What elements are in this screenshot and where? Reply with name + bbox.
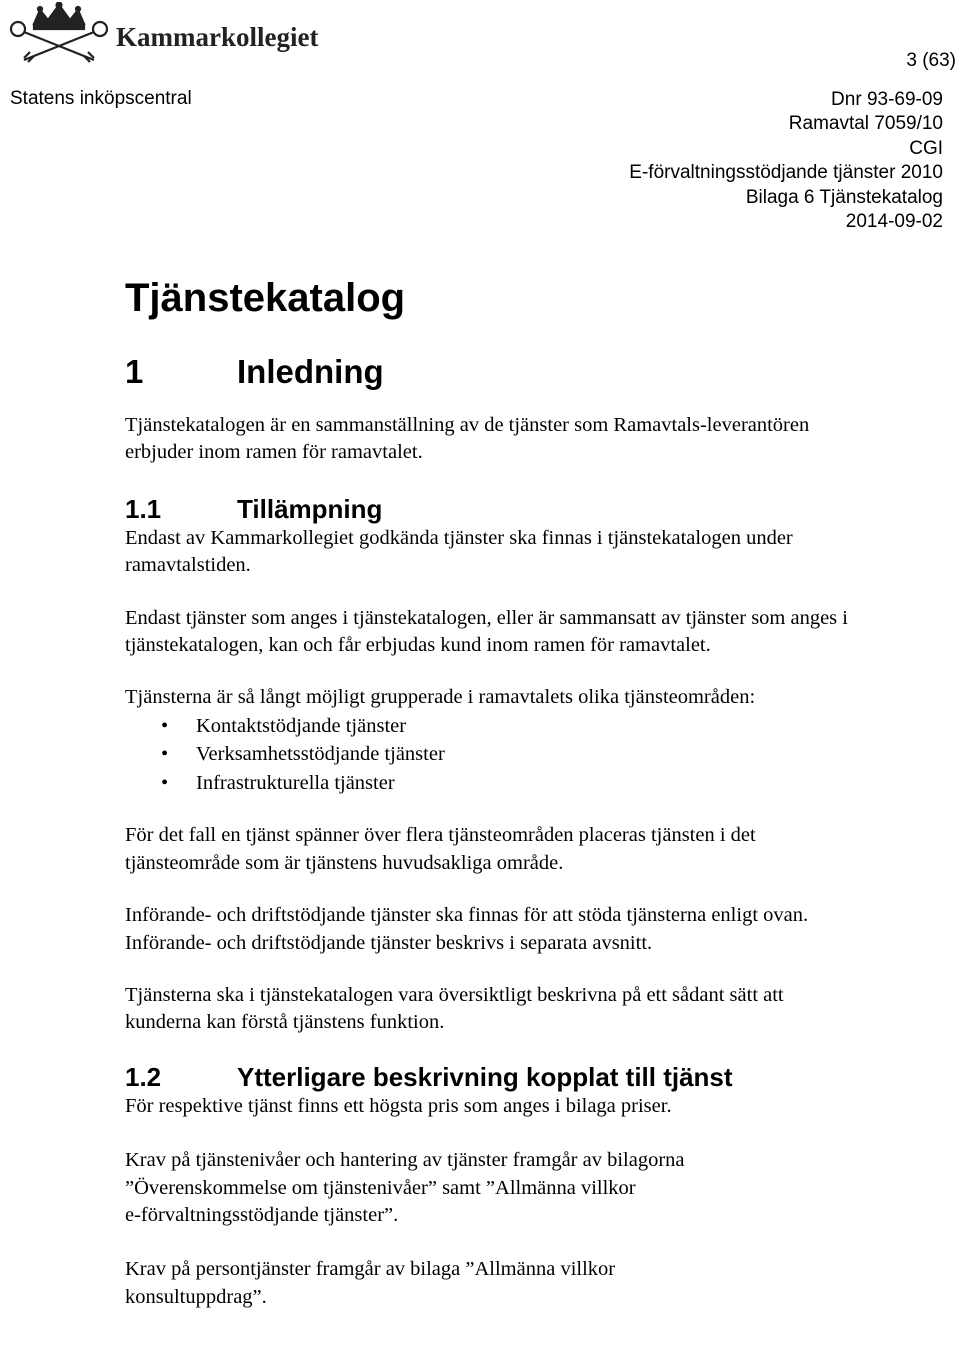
section-title: Inledning (237, 353, 384, 390)
section-number: 1.1 (125, 493, 162, 524)
paragraph: Tjänsterna ska i tjänstekatalogen vara översiktligt beskrivna på ett sådant sätt att kunderna kan förstå tjänstens funktion. (125, 983, 784, 1034)
section-heading-1-2 (125, 1061, 865, 1093)
bullet-icon: • (161, 771, 169, 794)
bullet-icon: • (161, 743, 169, 766)
document-title: Tjänstekatalog (125, 276, 406, 320)
crown-keys-emblem-icon (4, 2, 114, 64)
document-date: 2014-09-02 (845, 211, 943, 233)
diary-number: Dnr 93-69-09 (831, 89, 943, 110)
appendix-name: Bilaga 6 Tjänstekatalog (745, 186, 943, 208)
paragraph: För det fall en tjänst spänner över flera tjänsteområden placeras tjänsten i det tjänsteområde som är tjänstens huvudsakliga område. (125, 824, 756, 874)
framework-agreement-number: Ramavtal 7059/10 (788, 113, 943, 135)
section-title: Ytterligare beskrivning kopplat till tjänst (237, 1061, 733, 1092)
paragraph: Endast av Kammarkollegiet godkända tjänster ska finnas i tjänstekatalogen under ramavtalstiden. (125, 526, 793, 577)
document-metadata (629, 88, 943, 234)
service-area-list (125, 712, 865, 798)
document-body (125, 274, 865, 1311)
bullet-icon: • (161, 714, 169, 737)
paragraph: Endast tjänster som anges i tjänstekatalogen, eller är sammansatt av tjänster som anges i tjänstekatalogen, kan och får erbjudas kund inom ramen för ramavtalet. (125, 606, 848, 657)
section-heading-1-1 (125, 493, 865, 525)
paragraph: Krav på tjänstenivåer och hantering av tjänster framgår av bilagorna ”Överenskommelse om tjänstenivåer” samt ”Allmänna villkor e-förvaltningsstödjande tjänster”. (125, 1149, 685, 1226)
list-item: • Infrastrukturella tjänster (125, 769, 865, 798)
paragraph: Tjänstekatalogen är en sammanställning av de tjänster som Ramavtals-leverantören erbjuder inom ramen för ramavtalet. (125, 414, 810, 464)
page-number: 3 (63) (906, 50, 956, 71)
section-number: 1.2 (125, 1061, 162, 1092)
paragraph: Införande- och driftstödjande tjänster ska finnas för att stöda tjänsterna enligt ovan. Införande- och driftstödjande tjänster beskrivs i separata avsnitt. (125, 904, 809, 954)
list-item: • Kontaktstödjande tjänster (125, 712, 865, 741)
agreement-area: E-förvaltningsstödjande tjänster 2010 (629, 162, 943, 184)
logo-wordmark: Kammarkollegiet (116, 22, 319, 52)
paragraph: Krav på persontjänster framgår av bilaga ”Allmänna villkor konsultuppdrag”. (125, 1258, 616, 1308)
section-number: 1 (125, 353, 144, 390)
organization-name: Statens inköpscentral (10, 88, 192, 109)
list-item: • Verksamhetsstödjande tjänster (125, 740, 865, 769)
supplier-name: CGI (909, 137, 943, 159)
section-heading-1 (125, 352, 865, 392)
section-title: Tillämpning (237, 493, 383, 524)
paragraph: Tjänsterna är så långt möjligt grupperade i ramavtalets olika tjänsteområden: (125, 686, 756, 709)
paragraph: För respektive tjänst finns ett högsta pris som anges i bilaga priser. (125, 1094, 672, 1117)
